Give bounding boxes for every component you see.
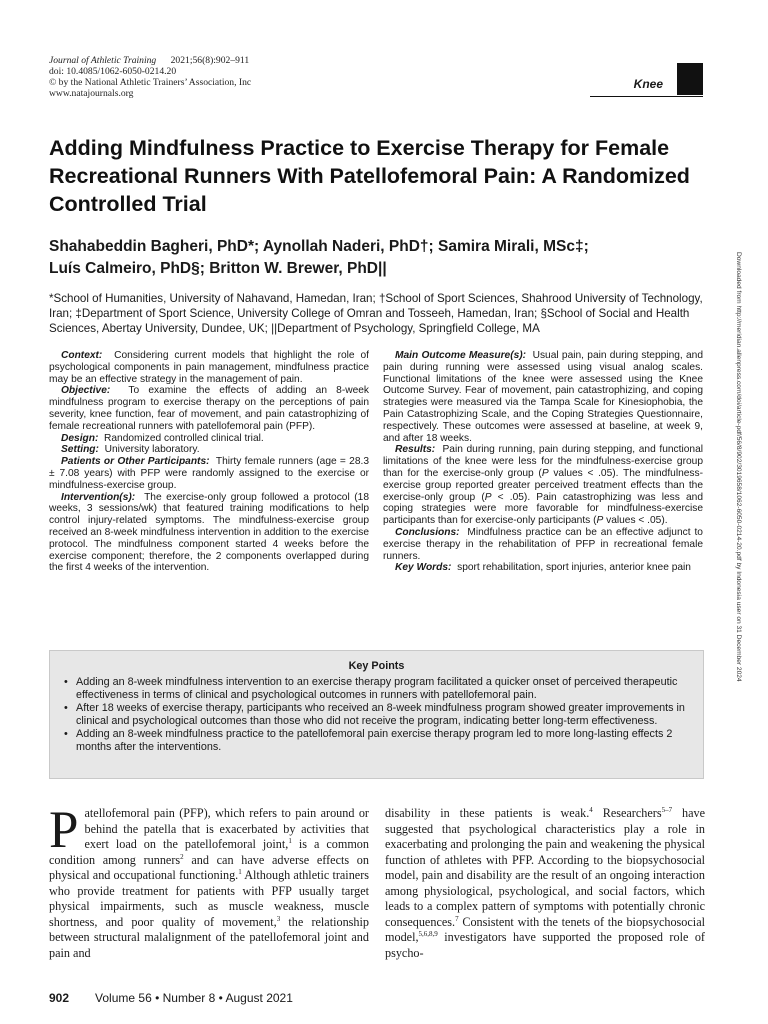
objective-label: Objective: [61,385,111,397]
abstract-interventions [49,492,369,575]
citation-ref[interactable]: 5–7 [661,805,673,814]
section-tab [590,63,703,97]
interventions-label: Intervention(s): [61,491,136,503]
body-text: Although athletic trainers who provide treatment for patients with PFP usually target physical impairments, such as muscle weakness, muscle shortness, and poor quality of movement, [49,868,369,929]
section-label: Knee [633,77,663,91]
body-text: investigators have supported the proposed role of psycho- [385,930,705,960]
author-list [49,236,709,280]
section-marker [677,63,703,95]
abstract-context [49,350,369,385]
participants-text: Thirty female runners (age = 28.3 ± 7.08 years) with PFP were randomly assigned to the exercise or mindfulness-exercise group. [49,456,369,491]
citation-ref[interactable]: 3 [276,914,281,923]
body-text: Consistent with the tenets of the biopsychosocial model, [385,914,705,944]
copyright: © by the National Athletic Trainers’ Association, Inc [49,77,252,88]
abstract-setting [49,444,369,456]
p-symbol: P [596,515,604,527]
doi: doi: 10.4085/1062-6050-0214.20 [49,66,177,77]
outcome-text: Usual pain, pain during stepping, and pain during running were assessed using visual analog scales. Functional limitations of the knee were assessed using the Knee Outcome Survey. Fear of movement, pain catastrophizing, and coping strategies were measured via the Tampa Scale for Kinesiophobia, the Pain Catastrophizing Scale, and the Coping Strategies Questionnaire, respectively. These outcomes were assessed at baseline, at week 9, and after 18 weeks. [383,350,703,444]
design-text: Randomized controlled clinical trial. [104,432,264,444]
affiliations: *School of Humanities, University of Nahavand, Hamedan, Iran; †School of Sport Sciences, Shahrood University of Technology, Iran; ‡Department of Sport Science, University College of Omran and Tosseeh, Hamedan, Iran; §School of Social and Health Sciences, Abertay University, Dundee, UK; ||Department of Psychology, Springfield College, MA [49,292,703,335]
results-label: Results: [395,444,436,456]
body-text: have suggested that psychological characteristics play a role in exacerbating and prolonging the pain and weakening the physical function of athletes with PFP. According to the biopsychosocial model, pain and disability are the result of an ongoing interaction among physiological, psychological, and social factors, which leads to a complex pattern of symptoms with potentially chronic consequences. [385,806,706,929]
body-text: disability in these patients is weak. [385,806,590,820]
citation-ref[interactable]: 2 [180,852,184,861]
body-text: atellofemoral pain (PFP), which refers to pain around or behind the patella that is exacerbated by activities that exert load on the patellofemoral joint, [84,806,369,851]
key-point-item: • Adding an 8-week mindfulness practice to the patellofemoral pain exercise therapy program led to more long-lasting effects 2 months after the interventions. [62,728,691,754]
outcome-label: Main Outcome Measure(s): [395,350,527,361]
p-symbol: P [541,467,549,479]
results-text-1: Pain during running, pain during stepping, and functional limitations of the knee were less for the mindfulness-exercise group than for the exercise-only group ( [383,444,703,479]
interventions-text: The exercise-only group followed a protocol (18 weeks, 3 sessions/wk) that featured training modifications to help control injury-related symptoms. The mindfulness-exercise group received an 8-week mindfulness intervention in addition to the exercise protocol. The mindfulness component started 4 weeks before the exercise component; therefore, the 2 components overlapped during the first 4 weeks of the intervention. [49,491,369,574]
drop-cap: P [49,801,79,859]
results-text-4: values < .05). [603,515,668,527]
authors-line-1: Shahabeddin Bagheri, PhD*; Aynollah Naderi, PhD†; Samira Mirali, MSc‡; [49,238,589,255]
abstract-objective [49,385,369,432]
journal-citation: 2021;56(8):902–911 [170,55,250,66]
journal-name: Journal of Athletic Training [49,55,157,66]
context-text: Considering current models that highlight the role of psychological components in pain management, mindfulness practice may be an effective strategy in the management of pain. [49,350,369,385]
page-number: 902 [49,991,70,1005]
design-label: Design: [61,432,99,444]
key-point-item: • After 18 weeks of exercise therapy, participants who received an 8-week mindfulness program showed greater improvements in clinical and psychological outcomes than those who did not receive the program, indicating better long-term effectiveness. [62,702,691,728]
authors-line-2: Luís Calmeiro, PhD§; Britton W. Brewer, PhD|| [49,260,387,277]
setting-text: University laboratory. [104,444,200,456]
citation-ref[interactable]: 7 [455,914,459,923]
body-text: Researchers [592,806,662,820]
setting-label: Setting: [61,444,99,456]
key-points-list [62,676,691,754]
participants-label: Patients or Other Participants: [61,456,210,468]
download-watermark: Downloaded from http://meridian.allenpress.com/doi/article-pdf/56/8/902/3019658/1062-6050-0214-20.pdf by Indonesia user on 31 December 2024 [735,252,742,682]
journal-metadata [49,55,251,99]
abstract-results [383,444,703,527]
conclusions-label: Conclusions: [395,526,460,538]
context-label: Context: [61,350,103,361]
page-footer [49,991,293,1005]
citation-ref[interactable]: 4 [589,805,593,814]
article-title: Adding Mindfulness Practice to Exercise Therapy for Female Recreational Runners With Patellofemoral Pain: A Randomized Controlled Trial [49,136,690,216]
abstract-left-column [49,350,369,574]
journal-url[interactable]: www.natajournals.org [49,88,134,99]
key-points-title: Key Points [348,660,405,672]
issue-info: Volume 56 • Number 8 • August 2021 [95,991,293,1005]
body-text: and can have adverse effects on physical and occupational functioning. [49,852,369,882]
keywords-text: sport rehabilitation, sport injuries, anterior knee pain [457,562,691,574]
abstract-participants [49,456,369,491]
body-text: is a common condition among runners [49,837,369,867]
abstract-conclusions [383,527,703,562]
abstract-design [49,433,369,445]
body-text: the relationship between structural malalignment of the patellofemoral joint and pain and [49,914,369,960]
p-symbol: P [484,491,492,503]
keywords-label: Key Words: [395,562,452,574]
conclusions-text: Mindfulness practice can be an effective adjunct to exercise therapy in the rehabilitation of PFP in recreational female runners. [383,526,703,562]
citation-ref[interactable]: 5,6,8,9 [418,929,438,938]
results-text-2: values < .05). The mindfulness-exercise group reported greater perceived treatment effects than the exercise-only group ( [383,467,704,503]
citation-ref[interactable]: 1 [238,867,242,876]
key-point-item: • Adding an 8-week mindfulness intervention to an exercise therapy program facilitated a quicker onset of perceived therapeutic effectiveness in terms of clinical and psychological outcomes in runners with patellofemoral pain. [62,676,691,702]
key-points-box [49,650,704,779]
abstract-right-column [383,350,703,574]
body-left-column [49,801,369,961]
abstract-outcome [383,350,703,444]
abstract-keywords [383,562,703,574]
body-right-column [385,806,705,961]
results-text-3: < .05). Pain catastrophizing was less and coping strategies were more favorable for mindfulness-exercise participants than for exercise-only participants ( [383,491,703,527]
objective-text: To examine the effects of adding an 8-week mindfulness program to exercise therapy on the perceptions of pain severity, knee function, fear of movement, and pain catastrophizing of female recreational runners with patellofemoral pain (PFP). [49,385,370,432]
citation-ref[interactable]: 1 [288,836,292,845]
